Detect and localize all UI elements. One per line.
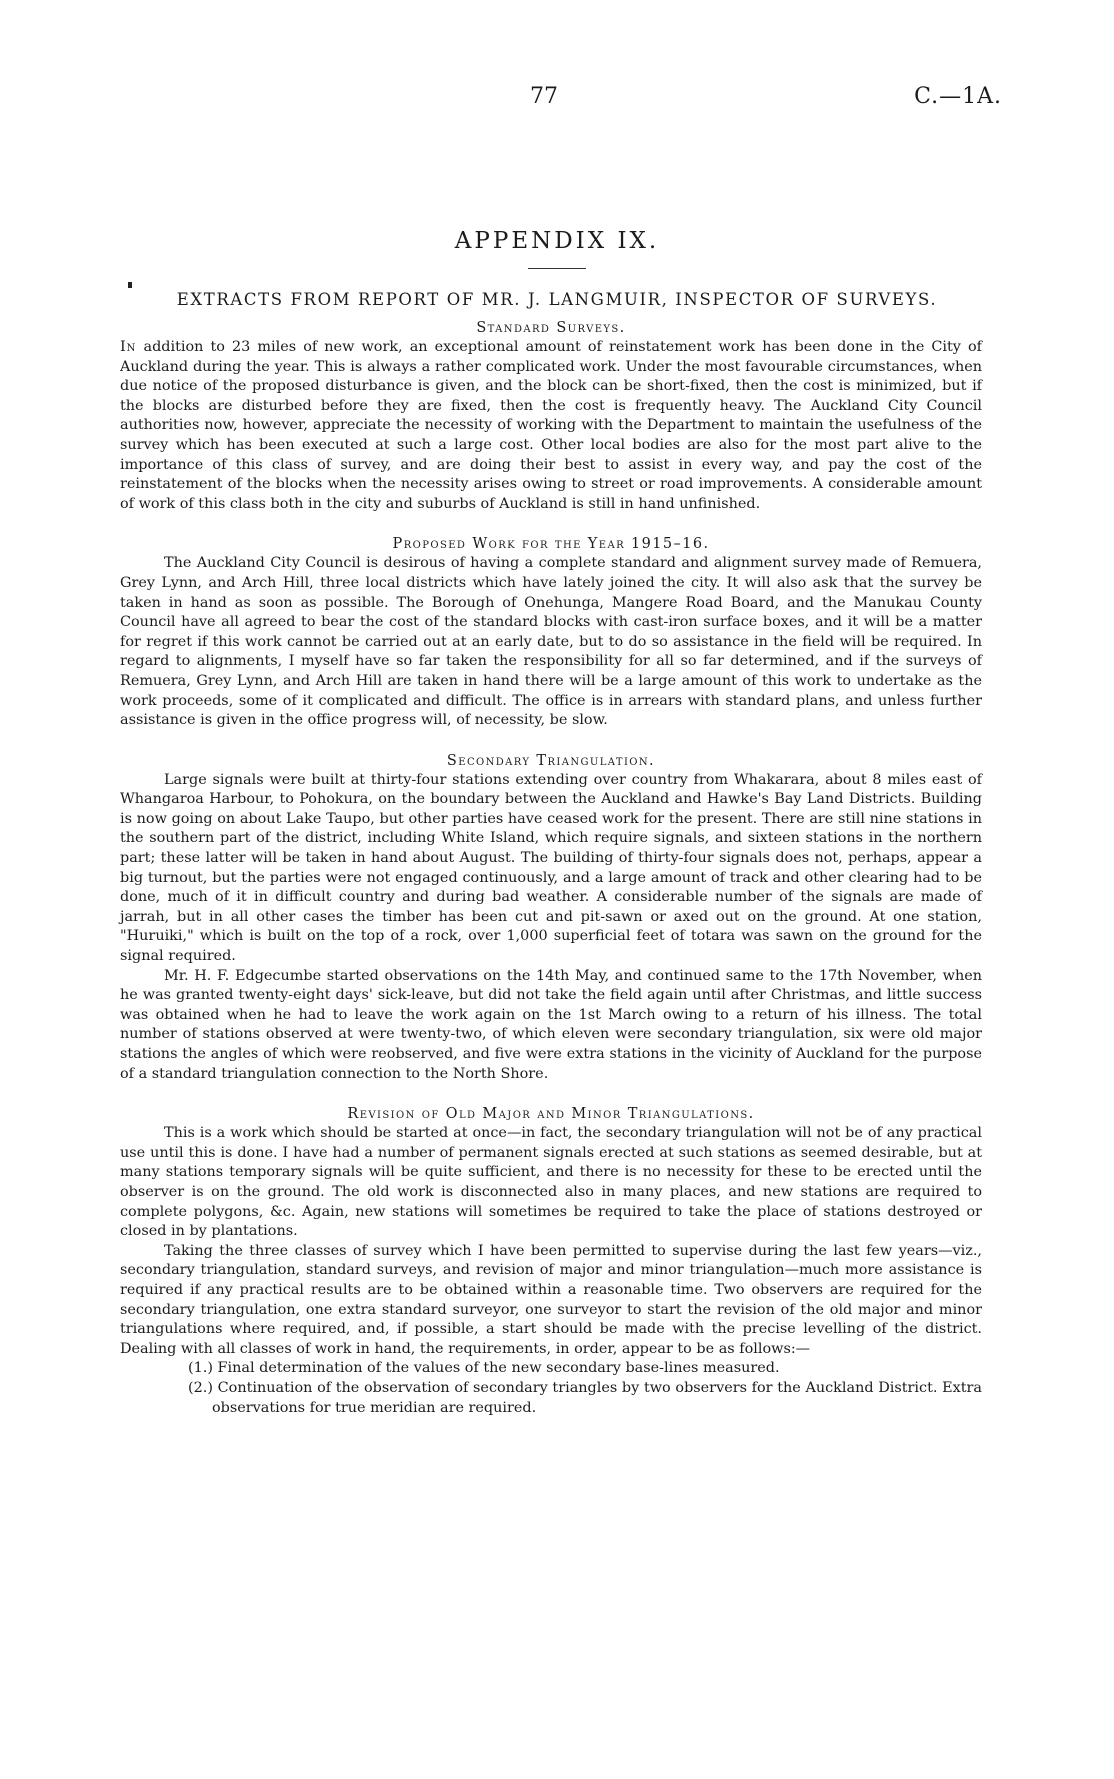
paragraph-lead: In: [120, 339, 137, 355]
list-item: (1.) Final determination of the values of the new secondary base-lines measured.: [188, 1360, 780, 1377]
paragraph: Taking the three classes of survey which I have been permitted to supervise during the last few years—viz., secondary triangulation, standard surveys, and revision of major and minor triangulation—much more assistance is required if any practical results are to be obtained within a reasonable time. Two observers are required for the secondary triangulation, one extra standard surveyor, one surveyor to start the revision of the old major and minor triangulations where required, and, if possible, a start should be made with the precise levelling of the district. Dealing with all classes of work in hand, the requirements, in order, appear to be as follows:—: [120, 1242, 982, 1357]
list-item: (2.) Continuation of the observation of secondary triangles by two observers for the Auckland District. Extra observations for true meridian are required.: [188, 1379, 982, 1416]
section-heading-standard-surveys: Standard Surveys.: [476, 320, 626, 336]
section-heading-revision: Revision of Old Major and Minor Triangulations.: [347, 1106, 755, 1123]
margin-mark: [128, 282, 132, 288]
paragraph: [120, 338, 982, 514]
document-code: C.—1A.: [914, 84, 1002, 109]
report-title: EXTRACTS FROM REPORT OF MR. J. LANGMUIR, INSPECTOR OF SURVEYS.: [176, 290, 938, 309]
paragraph-text: addition to 23 miles of new work, an exceptional amount of reinstatement work has been done in the City of Auckland during the year. This is always a rather complicated work. Under the most favourable circumstances, when due notice of the proposed disturbance is given, and the block can be short-fixed, then the cost is minimized, but if the blocks are disturbed before they are fixed, then the cost is frequently heavy. The Auckland City Council authorities now, however, appreciate the necessity of working with the Department to maintain the usefulness of the survey which has been executed at such a large cost. Other local bodies are also for the most part alive to the importance of this class of survey, and are doing their best to assist in every way, and pay the cost of the reinstatement of the blocks when the necessity arises owing to street or road improvements. A considerable amount of work of this class both in the city and suburbs of Auckland is still in hand unfinished.: [120, 339, 982, 512]
paragraph: Mr. H. F. Edgecumbe started observations on the 14th May, and continued same to the 17th November, when he was granted twenty-eight days' sick-leave, but did not take the field again until after Christmas, and little success was obtained when he had to leave the work again on the 1st March owing to a return of his illness. The total number of stations observed at were twenty-two, of which eleven were secondary triangulation, six were old major stations the angles of which were reobserved, and five were extra stations in the vicinity of Auckland for the purpose of a standard triangulation connection to the North Shore.: [120, 967, 982, 1082]
title-divider: [528, 268, 586, 269]
appendix-title: APPENDIX IX.: [454, 228, 660, 254]
body-text: [120, 318, 982, 1418]
paragraph: The Auckland City Council is desirous of having a complete standard and alignment survey made of Remuera, Grey Lynn, and Arch Hill, three local districts which have lately joined the city. It will also ask that the survey be taken in hand as soon as possible. The Borough of Onehunga, Mangere Road Board, and the Manukau County Council have all agreed to bear the cost of the standard blocks with cast-iron surface boxes, and it will be a matter for regret if this work cannot be carried out at an early date, but to do so assistance in the field will be required. In regard to alignments, I myself have so far taken the responsibility for all so far determined, and if the surveys of Remuera, Grey Lynn, and Arch Hill are taken in hand there will be a large amount of this work to undertake as the work proceeds, some of it complicated and difficult. The office is in arrears with standard plans, and unless further assistance is given in the office progress will, of necessity, be slow.: [120, 555, 982, 729]
section-heading-secondary-triangulation: Secondary Triangulation.: [446, 752, 656, 769]
section-heading-proposed-work: Proposed Work for the Year 1915–16.: [392, 536, 710, 553]
paragraph: This is a work which should be started at once—in fact, the secondary triangulation will not be of any practical use until this is done. I have had a number of permanent signals erected at such stations as seemed desirable, but at many stations temporary signals will be quite sufficient, and there is no necessity for these to be erected until the observer is on the ground. The old work is disconnected also in many places, and new stations are required to complete polygons, &c. Again, new stations will sometimes be required to take the place of stations destroyed or closed in by plantations.: [120, 1125, 982, 1240]
paragraph: Large signals were built at thirty-four stations extending over country from Whakarara, about 8 miles east of Whangaroa Harbour, to Pohokura, on the boundary between the Auckland and Hawke's Bay Land Districts. Building is now going on about Lake Taupo, but other parties have ceased work for the present. There are still nine stations in the southern part of the district, including White Island, which require signals, and sixteen stations in the northern part; these latter will be taken in hand about August. The building of thirty-four signals does not, perhaps, appear a big turnout, but the parties were not engaged continuously, and a large amount of track and other clearing had to be done, much of it in difficult country and during bad weather. A considerable number of the signals are made of jarrah, but in all other cases the timber has been cut and pit-sawn or axed out on the ground. At one station, "Huruiki," which is built on the top of a rock, over 1,000 superficial feet of totara was sawn on the ground for the signal required.: [120, 771, 982, 965]
page-number: 77: [530, 84, 558, 109]
